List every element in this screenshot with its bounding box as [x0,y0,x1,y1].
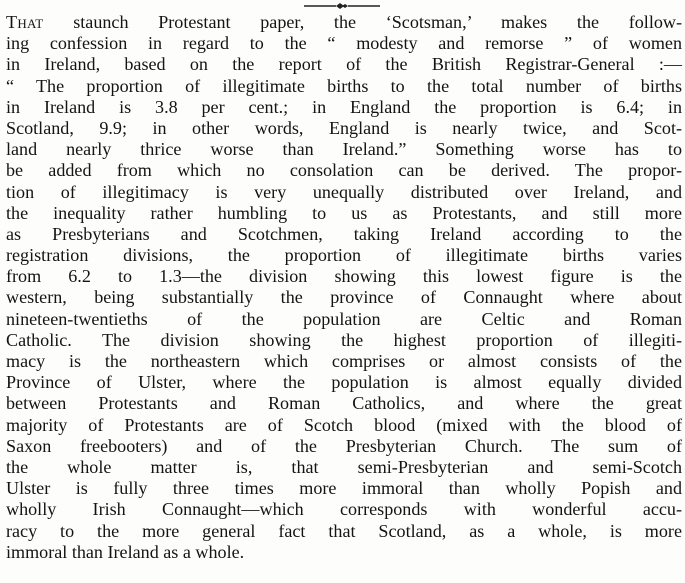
article-line: “ The proportion of illegitimate births to the total number of births [6,75,682,96]
article-body [6,12,682,563]
article-line: ing confession in regard to the “ modesty and remorse ” of women [6,33,682,54]
article-line: macy is the northeastern which comprises or almost consists of the [6,351,682,371]
article-line: Ulster is fully three times more immoral than wholly Popish and [6,478,682,499]
article-line: in Ireland, based on the report of the British Registrar-General :— [6,54,682,75]
article-line-text: staunch Protestant paper, the ‘Scotsman,’ makes the follow- [43,12,682,32]
article-line: wholly Irish Connaught—which corresponds with wonderful accu- [6,499,682,520]
article-line: Saxon freebooters) and of the Presbyterian Church. The sum of [6,435,682,456]
article-line: as Presbyterians and Scotchmen, taking Ireland according to the [6,223,682,244]
article-line: immoral than Ireland as a whole. [6,541,245,562]
article-line: in Ireland is 3.8 per cent.; in England the proportion is 6.4; in [6,96,682,117]
article-line: from 6.2 to 1.3—the division showing this lowest figure is the [6,266,682,287]
article-line: be added from which no consolation can be derived. The propor- [6,160,682,181]
article-line: between Protestants and Roman Catholics, and where the great [6,393,682,414]
separator-ornament-graphic [300,2,384,10]
article-line: Scotland, 9.9; in other words, England is nearly twice, and Scot- [6,117,682,138]
separator-ornament [300,2,384,10]
article-line [6,12,682,33]
article-line: Province of Ulster, where the population is almost equally divided [6,372,682,393]
article-line: Catholic. The division showing the highest proportion of illegiti- [6,329,682,350]
lead-word: That [6,12,44,32]
article-line: the whole matter is, that semi-Presbyterian and semi-Scotch [6,456,682,477]
article-line: registration divisions, the proportion of illegitimate births varies [6,245,682,266]
article-line: majority of Protestants are of Scotch blood (mixed with the blood of [6,414,682,435]
article-line: the inequality rather humbling to us as Protestants, and still more [6,202,682,223]
article-line: land nearly thrice worse than Ireland.” Something worse has to [6,139,682,160]
article-line: tion of illegitimacy is very unequally distributed over Ireland, and [6,181,682,202]
article-line: racy to the more general fact that Scotland, as a whole, is more [6,520,682,541]
article-line: western, being substantially the province of Connaught where about [6,287,682,308]
article-line: nineteen-twentieths of the population are Celtic and Roman [6,308,682,329]
